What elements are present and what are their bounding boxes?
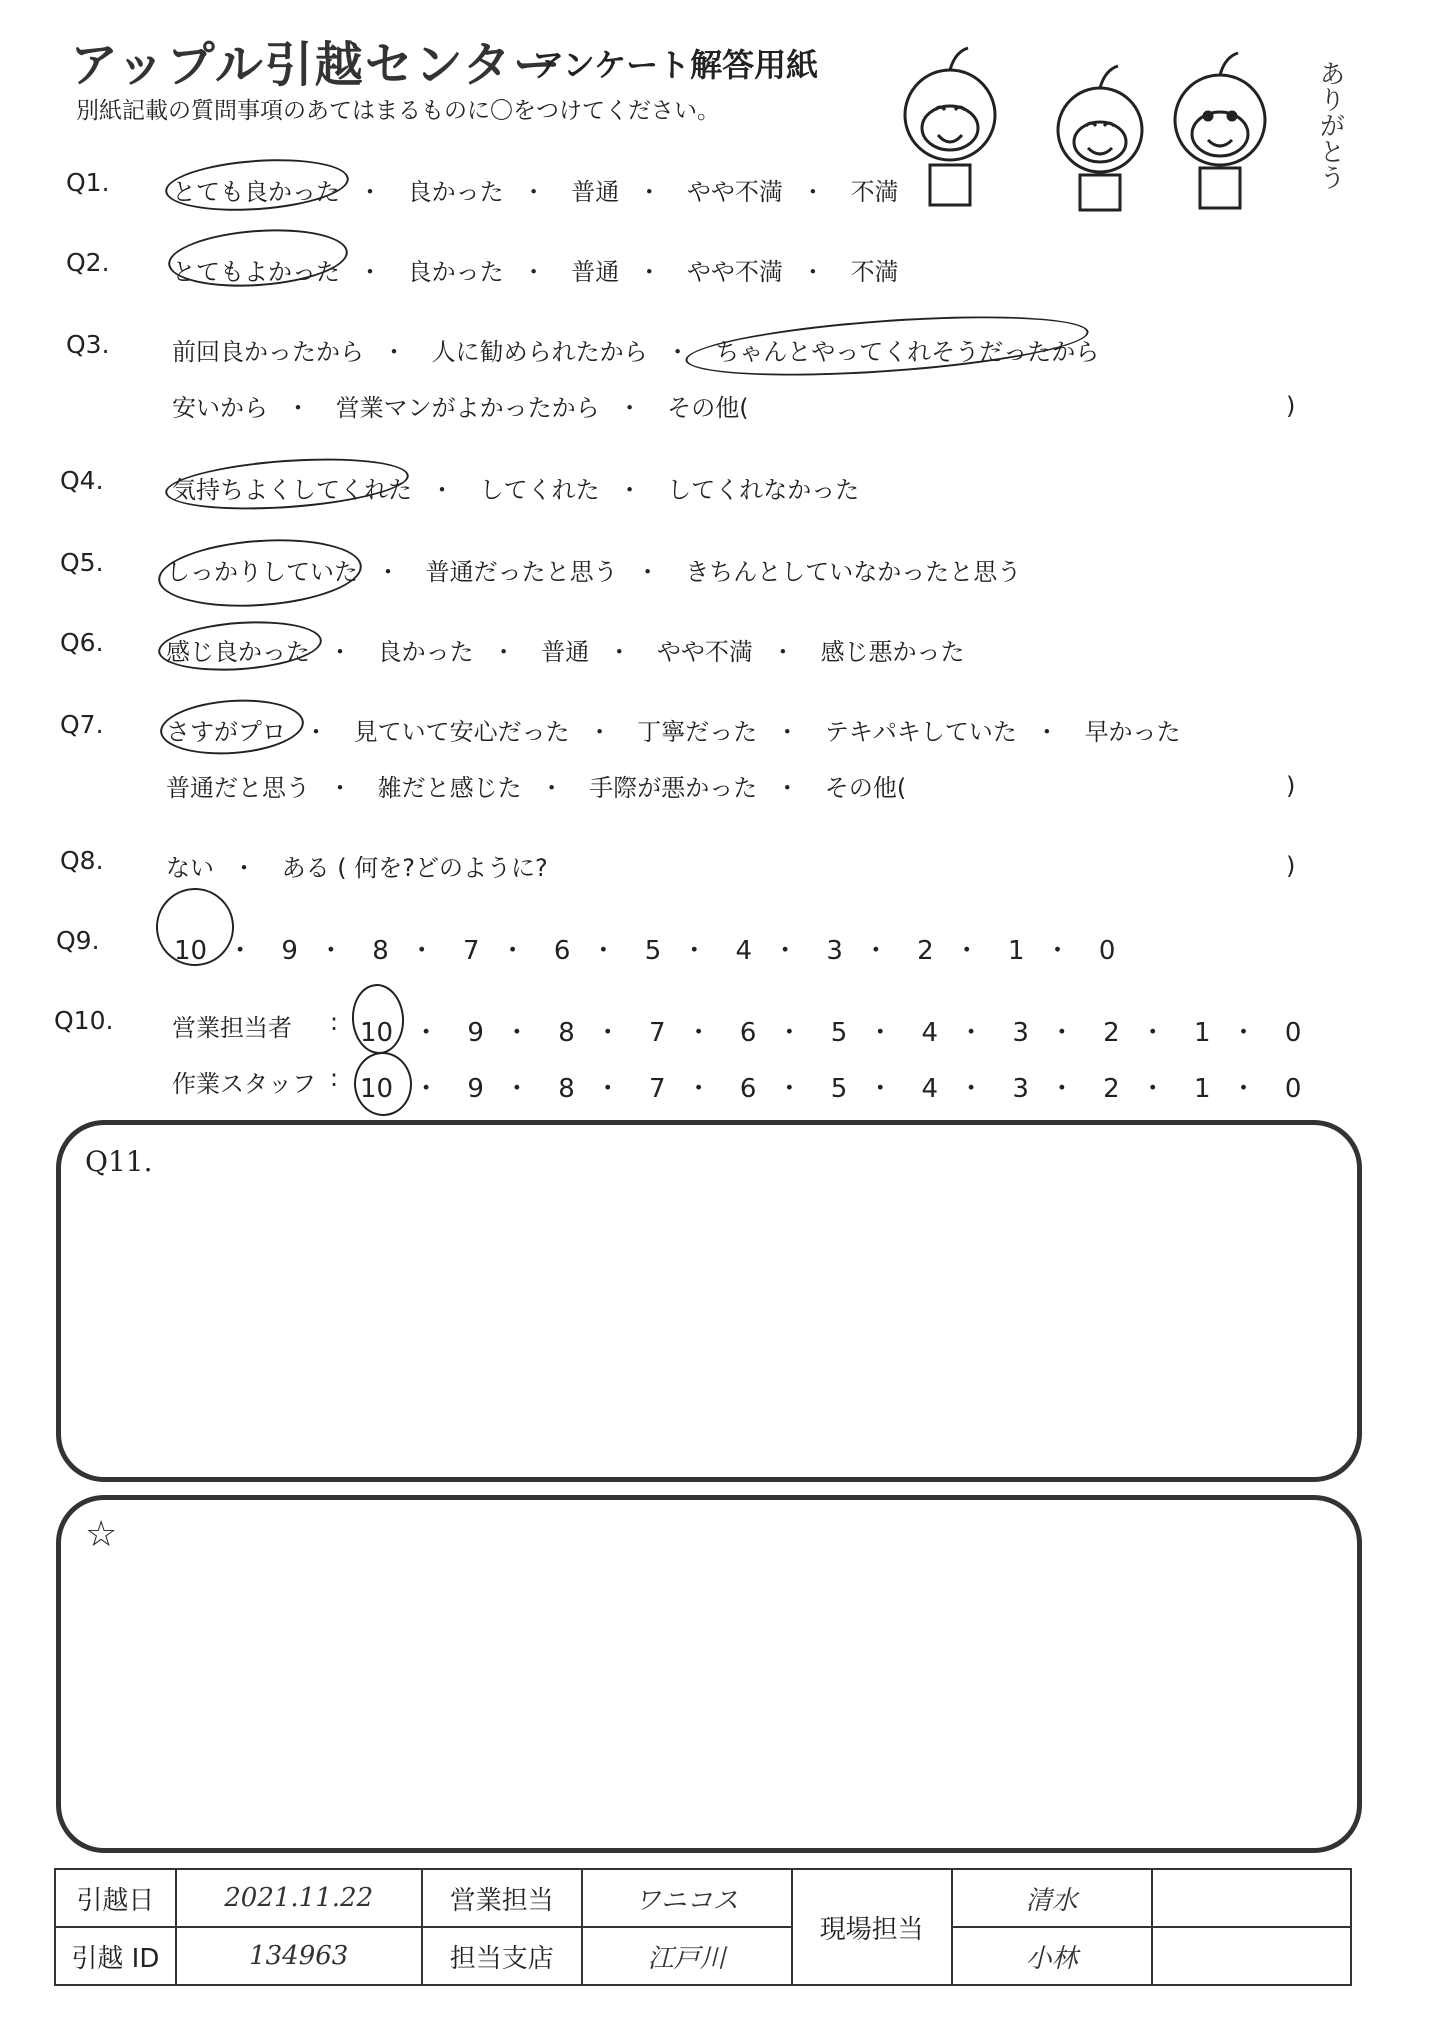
q9-score-10[interactable]: 10 — [174, 936, 208, 966]
q10-staff-score-10[interactable]: 10 — [360, 1074, 394, 1104]
q10-sales-score-0[interactable]: 0 — [1284, 1018, 1302, 1048]
q3-label: Q3. — [66, 330, 110, 359]
q9-score-9[interactable]: 9 — [281, 936, 298, 966]
q5-option-1[interactable]: しっかりしていた — [166, 558, 358, 586]
q6-option-1[interactable]: 感じ良かった — [166, 638, 310, 666]
monkey-1-icon — [905, 48, 995, 205]
q2-option-1[interactable]: とてもよかった — [172, 258, 340, 286]
q9-score-5[interactable]: 5 — [644, 936, 662, 966]
q1-label: Q1. — [66, 168, 110, 197]
q2-label: Q2. — [66, 248, 110, 277]
q10-sales-score-6[interactable]: 6 — [739, 1018, 757, 1048]
q3-option-5[interactable]: 営業マンがよかったから — [335, 394, 600, 422]
q10-sales-score-9[interactable]: 9 — [467, 1018, 484, 1048]
q8-options: ない ・ ある ( 何を?どのように? — [166, 854, 548, 882]
q3-option-2[interactable]: 人に勧められたから — [431, 338, 648, 366]
q4-option-3[interactable]: してくれなかった — [667, 476, 860, 504]
q10-sales-score-10[interactable]: 10 — [360, 1018, 394, 1048]
q9-score-4[interactable]: 4 — [735, 936, 753, 966]
q10-sales-score-1[interactable]: 1 — [1194, 1018, 1211, 1048]
q3-option-3[interactable]: ちゃんとやってくれそうだったから — [715, 338, 1100, 366]
q7-label: Q7. — [60, 710, 104, 739]
q2-option-3[interactable]: 普通 — [571, 258, 620, 286]
q6-option-2[interactable]: 良かった — [377, 638, 474, 666]
q10-sales-score-8[interactable]: 8 — [558, 1018, 575, 1048]
q6-option-5[interactable]: 感じ悪かった — [820, 638, 965, 666]
site-rep-extra-cell-1[interactable] — [1152, 1869, 1351, 1927]
q1-option-4[interactable]: やや不満 — [686, 178, 783, 206]
q3-close-paren: ) — [1286, 392, 1296, 420]
q4-options: 気持ちよくしてくれた ・ してくれた ・ してくれなかった — [172, 476, 860, 504]
site-rep-label: 現場担当 — [792, 1869, 952, 1985]
branch-label: 担当支店 — [422, 1927, 582, 1985]
q10-staff-score-5[interactable]: 5 — [830, 1074, 848, 1104]
q5-option-2[interactable]: 普通だったと思う — [425, 558, 618, 586]
q1-option-5[interactable]: 不満 — [850, 178, 899, 206]
q4-label: Q4. — [60, 466, 104, 495]
q8-label: Q8. — [60, 846, 104, 875]
q3-option-4[interactable]: 安いから — [172, 394, 268, 422]
site-rep-extra-cell-2[interactable] — [1152, 1927, 1351, 1985]
q4-option-2[interactable]: してくれた — [479, 476, 600, 504]
q7-option-5[interactable]: 早かった — [1084, 718, 1181, 746]
q5-label: Q5. — [60, 548, 104, 577]
q10-staff-score-4[interactable]: 4 — [921, 1074, 939, 1104]
q9-score-0[interactable]: 0 — [1098, 936, 1116, 966]
q1-options: とても良かった ・ 良かった ・ 普通 ・ やや不満 ・ 不満 — [172, 178, 899, 206]
branch-value[interactable]: 江戸川 — [582, 1927, 792, 1985]
q9-score-8[interactable]: 8 — [372, 936, 389, 966]
footer-info-table — [54, 1868, 1352, 1986]
q6-option-4[interactable]: やや不満 — [656, 638, 753, 666]
q3-options-line2: 安いから ・ 営業マンがよかったから ・ その他( — [172, 394, 749, 422]
move-id-value[interactable]: 134963 — [176, 1927, 422, 1985]
q7-close-paren: ) — [1286, 772, 1296, 800]
q6-label: Q6. — [60, 628, 104, 657]
q9-label: Q9. — [56, 926, 100, 955]
star-comment-box[interactable] — [56, 1495, 1362, 1853]
q10-staff-score-3[interactable]: 3 — [1012, 1074, 1029, 1104]
q1-option-3[interactable]: 普通 — [571, 178, 620, 206]
q10-sales-score-2[interactable]: 2 — [1103, 1018, 1120, 1048]
form-title: アンケート解答用紙 — [532, 46, 819, 84]
q2-option-5[interactable]: 不満 — [850, 258, 899, 286]
q6-options: 感じ良かった ・ 良かった ・ 普通 ・ やや不満 ・ 感じ悪かった — [166, 638, 965, 666]
move-id-label: 引越 ID — [55, 1927, 176, 1985]
q10-staff-score-1[interactable]: 1 — [1194, 1074, 1211, 1104]
q2-options: とてもよかった ・ 良かった ・ 普通 ・ やや不満 ・ 不満 — [172, 258, 899, 286]
q2-option-4[interactable]: やや不満 — [686, 258, 783, 286]
instruction-text: 別紙記載の質問事項のあてはまるものに〇をつけてください。 — [76, 98, 720, 124]
q7-option-3[interactable]: 丁寧だった — [637, 718, 758, 746]
q9-scale: 10 ・ 9 ・ 8 ・ 7 ・ 6 ・ 5 ・ 4 ・ 3 ・ 2 ・ 1 ・ 0 — [174, 936, 1116, 966]
move-date-value[interactable]: 2021.11.22 — [176, 1869, 422, 1927]
q3-options-line1: 前回良かったから ・ 人に勧められたから ・ ちゃんとやってくれそうだったから — [172, 338, 1100, 366]
q5-option-3[interactable]: きちんとしていなかったと思う — [685, 558, 1022, 586]
q10-sales-score-3[interactable]: 3 — [1012, 1018, 1029, 1048]
q8-close-paren: ) — [1286, 852, 1296, 880]
q7-option-other[interactable]: その他( — [824, 774, 907, 802]
q9-score-3[interactable]: 3 — [826, 936, 843, 966]
q5-options: しっかりしていた ・ 普通だったと思う ・ きちんとしていなかったと思う — [166, 558, 1022, 586]
q8-option-2[interactable]: ある ( 何を?どのように? — [281, 854, 548, 882]
move-date-label: 引越日 — [55, 1869, 176, 1927]
q9-score-1[interactable]: 1 — [1008, 936, 1025, 966]
q7-option-2[interactable]: 見ていて安心だった — [353, 718, 570, 746]
q10-staff-score-2[interactable]: 2 — [1103, 1074, 1120, 1104]
q11-label: Q11. — [85, 1145, 153, 1178]
q10-staff-score-0[interactable]: 0 — [1284, 1074, 1302, 1104]
q1-option-2[interactable]: 良かった — [407, 178, 504, 206]
q9-score-6[interactable]: 6 — [553, 936, 571, 966]
monkey-mascots-illustration — [890, 40, 1350, 220]
q10-staff-score-9[interactable]: 9 — [467, 1074, 484, 1104]
q7-option-1[interactable]: さすがプロ — [166, 718, 286, 746]
q10-sales-rep-name: 営業担当者 — [172, 1014, 292, 1042]
site-rep-2-value[interactable]: 小林 — [952, 1927, 1152, 1985]
q10-staff-name: 作業スタッフ — [172, 1070, 316, 1098]
q10-staff-colon: : — [330, 1064, 339, 1092]
q10-label: Q10. — [54, 1006, 114, 1035]
q10-staff-scale: 10 ・ 9 ・ 8 ・ 7 ・ 6 ・ 5 ・ 4 ・ 3 ・ 2 ・ 1 ・ 0 — [360, 1074, 1302, 1104]
sales-rep-label: 営業担当 — [422, 1869, 582, 1927]
q10-staff-score-7[interactable]: 7 — [649, 1074, 666, 1104]
sales-rep-value[interactable]: ワニコス — [582, 1869, 792, 1927]
monkey-3-icon — [1175, 53, 1265, 208]
q7-option-6[interactable]: 普通だと思う — [166, 774, 310, 802]
star-icon: ☆ — [85, 1514, 118, 1555]
mascot-caption: ありがとう — [1315, 60, 1345, 190]
q9-score-2[interactable]: 2 — [917, 936, 934, 966]
q2-option-2[interactable]: 良かった — [407, 258, 504, 286]
q10-sales-score-7[interactable]: 7 — [649, 1018, 666, 1048]
company-name: アップル引越センター — [70, 37, 563, 93]
q1-option-1[interactable]: とても良かった — [172, 178, 340, 206]
q7-option-7[interactable]: 雑だと感じた — [377, 774, 522, 802]
q6-option-3[interactable]: 普通 — [541, 638, 590, 666]
q7-option-8[interactable]: 手際が悪かった — [589, 774, 758, 802]
q10-sales-colon: : — [330, 1008, 339, 1036]
q7-options-line2: 普通だと思う ・ 雑だと感じた ・ 手際が悪かった ・ その他( — [166, 774, 907, 802]
q3-option-1[interactable]: 前回良かったから — [172, 338, 364, 366]
monkey-2-icon — [1058, 66, 1142, 210]
q10-sales-scale: 10 ・ 9 ・ 8 ・ 7 ・ 6 ・ 5 ・ 4 ・ 3 ・ 2 ・ 1 ・ 0 — [360, 1018, 1302, 1048]
q7-options-line1: さすがプロ ・ 見ていて安心だった ・ 丁寧だった ・ テキパキしていた ・ 早かった — [166, 718, 1181, 746]
q10-sales-score-4[interactable]: 4 — [921, 1018, 939, 1048]
q10-staff-score-6[interactable]: 6 — [739, 1074, 757, 1104]
q7-option-4[interactable]: テキパキしていた — [824, 718, 1017, 746]
q8-option-1[interactable]: ない — [166, 854, 214, 882]
q4-option-1[interactable]: 気持ちよくしてくれた — [172, 476, 412, 504]
q11-comment-box[interactable] — [56, 1120, 1362, 1482]
q10-sales-score-5[interactable]: 5 — [830, 1018, 848, 1048]
site-rep-1-value[interactable]: 清水 — [952, 1869, 1152, 1927]
q9-score-7[interactable]: 7 — [463, 936, 480, 966]
q10-staff-score-8[interactable]: 8 — [558, 1074, 575, 1104]
q3-option-other[interactable]: その他( — [667, 394, 749, 422]
